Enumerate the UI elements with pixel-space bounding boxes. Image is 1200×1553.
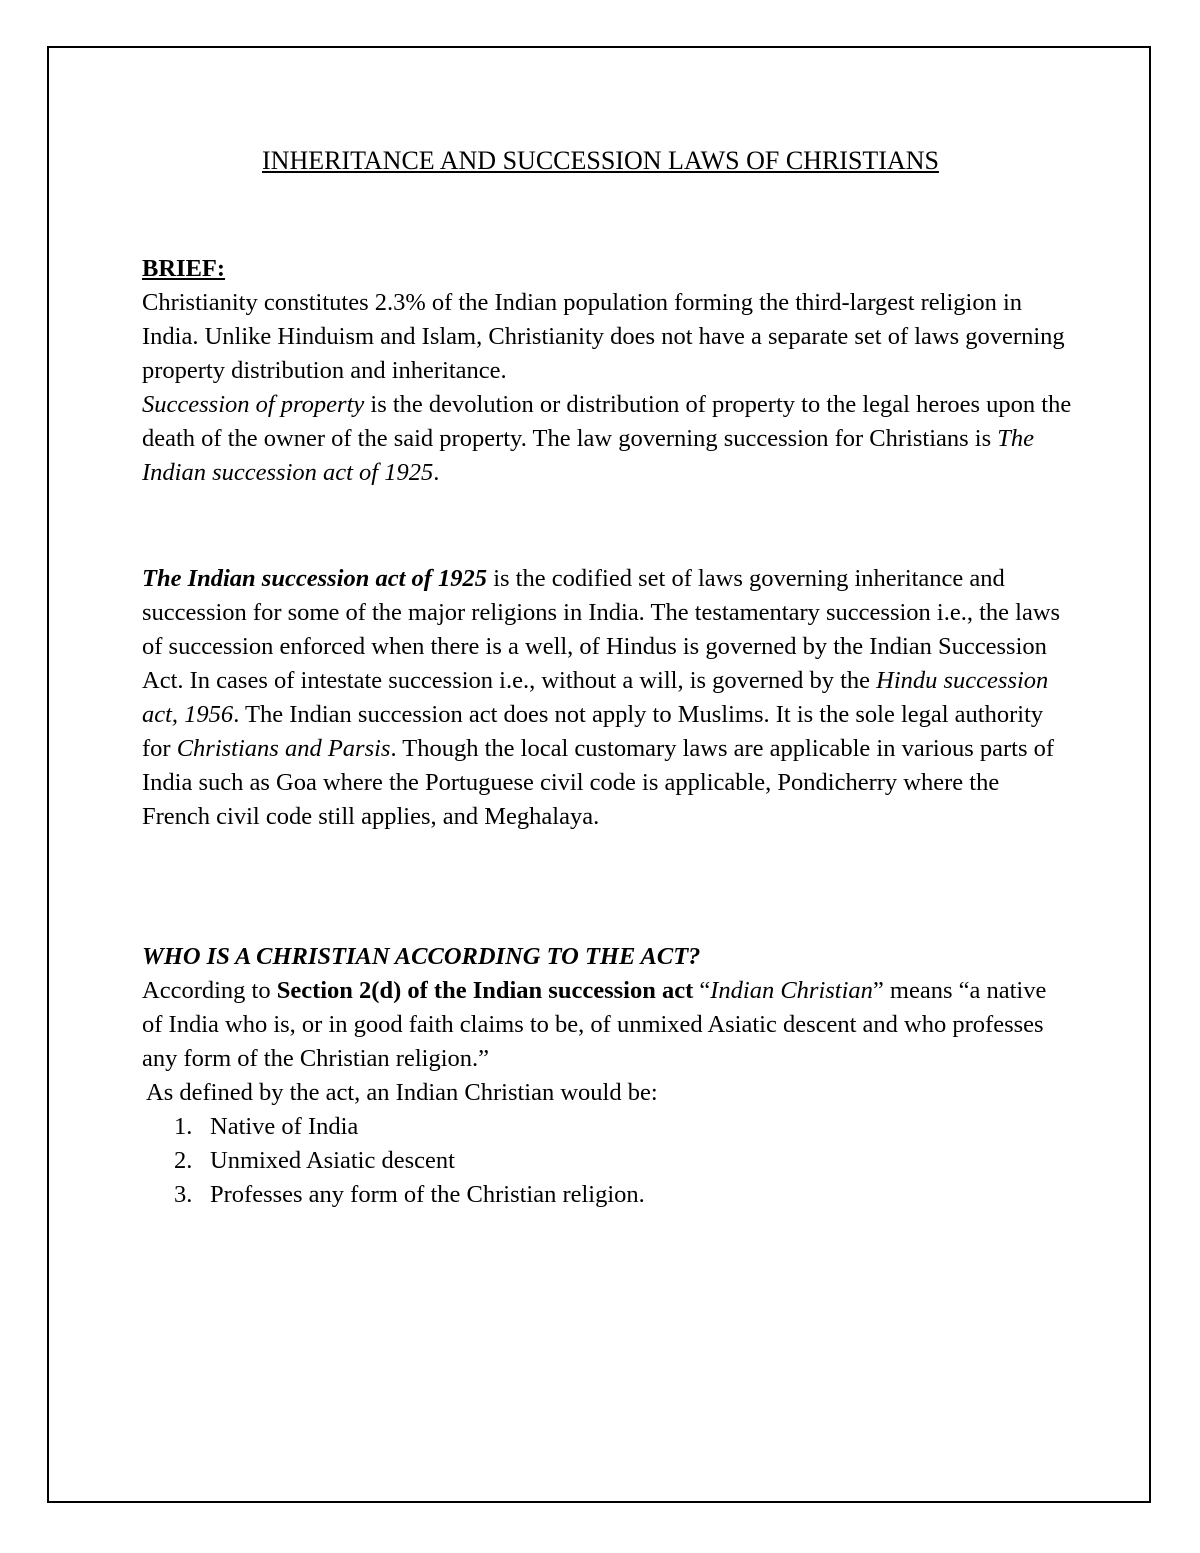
document-title: INHERITANCE AND SUCCESSION LAWS OF CHRISTIANS: [262, 146, 939, 175]
who-text-1: According to: [142, 977, 277, 1004]
hindu-succession-act-reference: Hindu succession act, 1956: [142, 667, 1049, 728]
section-reference: Section 2(d) of the Indian succession act: [276, 977, 694, 1004]
who-text-2: ” means “a native of India who is, or in good faith claims to be, of unmixed Asiatic descent and who professes any form of the Christian religion.”: [142, 977, 1047, 1072]
quote-open: “: [693, 977, 711, 1004]
list-number: 1.: [174, 1113, 193, 1140]
list-number: 3.: [174, 1181, 193, 1208]
who-paragraph: [142, 974, 1072, 1076]
brief-paragraph-2-end: .: [433, 459, 440, 486]
act-paragraph: [142, 562, 1072, 834]
brief-paragraph-2: [142, 388, 1072, 490]
act-text-3: . Though the local customary laws are applicable in various parts of India such as Goa where the Portuguese civil code is applicable, Pondicherry where the French civil code still applies, and Meghalaya.: [142, 735, 1055, 830]
brief-section: [142, 252, 1072, 490]
act-section: [142, 562, 1072, 834]
brief-paragraph-1: Christianity constitutes 2.3% of the Indian population forming the third-largest religion in India. Unlike Hinduism and Islam, Christianity does not have a separate set of laws governing property distribution and inheritance.: [142, 289, 1065, 384]
criteria-list: [142, 1110, 1072, 1212]
list-text: Unmixed Asiatic descent: [210, 1147, 455, 1174]
list-text: Professes any form of the Christian religion.: [210, 1181, 645, 1208]
defined-term: Indian Christian: [710, 977, 873, 1004]
brief-paragraph-2-text: is the devolution or distribution of property to the legal heroes upon the death of the owner of the said property. The law governing succession for Christians is: [142, 391, 1072, 452]
list-item: [142, 1144, 1072, 1178]
act-text-1: is the codified set of laws governing inheritance and succession for some of the major religions in India. The testamentary succession i.e., the laws of succession enforced when there is a well, of Hindus is governed by the Indian Succession Act. In cases of intestate succession i.e., without a will, is governed by the: [142, 565, 1061, 694]
list-item: [142, 1178, 1072, 1212]
who-heading: WHO IS A CHRISTIAN ACCORDING TO THE ACT?: [142, 943, 701, 970]
indian-succession-act-reference: The Indian succession act of 1925: [142, 425, 1035, 486]
list-text: Native of India: [210, 1113, 359, 1140]
succession-of-property-term: Succession of property: [142, 391, 365, 418]
list-number: 2.: [174, 1147, 193, 1174]
list-item: [142, 1110, 1072, 1144]
act-text-2: . The Indian succession act does not apply to Muslims. It is the sole legal authority for: [142, 701, 1044, 762]
criteria-intro: As defined by the act, an Indian Christian would be:: [146, 1079, 658, 1106]
who-section: [142, 940, 1072, 1212]
brief-heading: BRIEF:: [142, 255, 226, 282]
applies-to-term: Christians and Parsis: [176, 735, 391, 762]
act-term: The Indian succession act of 1925: [142, 565, 488, 592]
